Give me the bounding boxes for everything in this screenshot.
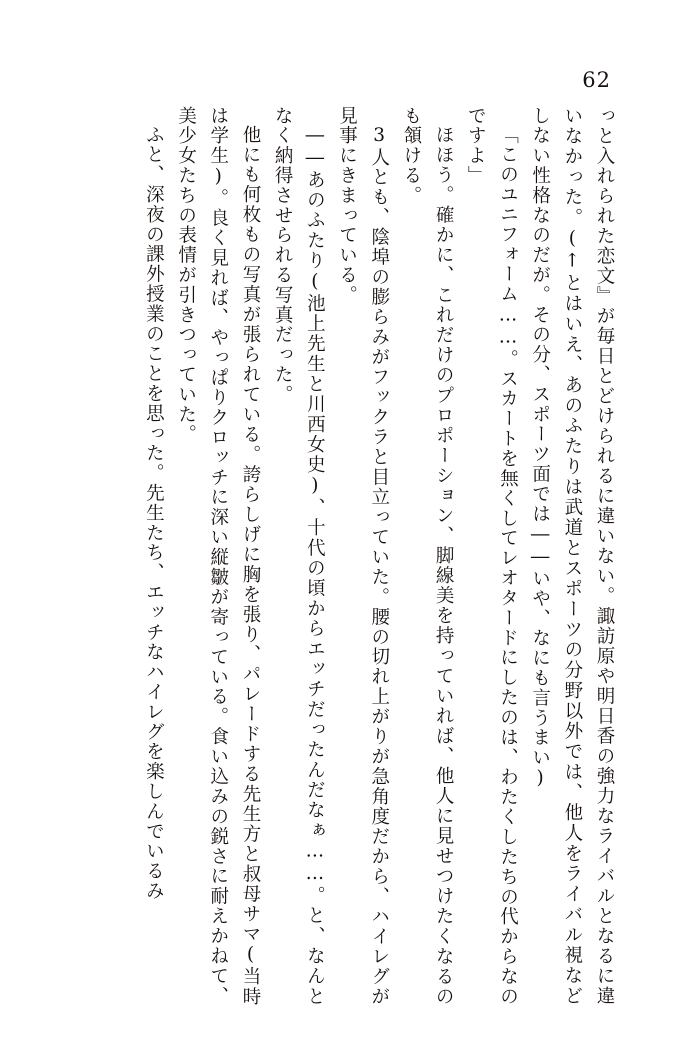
paragraph: 3人とも、陰埠の膨らみがフックラと目立っていた。腰の切れ上がりが急角度だから、ハイレグが見事にきまっている。 <box>336 106 390 1006</box>
paragraph: 「このユニフォーム……。スカートを無くしてレオタードにしたのは、わたくしたちの代からなのですよ」 <box>465 106 519 1006</box>
paragraph: ふと、深夜の課外授業のことを思った。先生たち、エッチなハイレグを楽しんでいるみ <box>143 124 165 901</box>
page-body-text <box>60 106 620 1006</box>
paragraph: っと入れられた恋文』が毎日とどけられるに違いない。諏訪原や明日香の強力なライバルとなるに違いなかった。(↑とはいえ、あのふたりは武道とスポーツの分野以外では、他人をライバル視などしない性格なのだが。その分、スポーツ面では――いや、なにも言うまい) <box>529 106 615 1006</box>
paragraph: ――あのふたり(池上先生と川西女史)、十代の頃からエッチだったんだなぁ……。と、なんとなく納得させられる写真だった。 <box>272 106 326 1006</box>
page-number: 62 <box>582 68 611 92</box>
paragraph: ほほう。確かに、これだけのプロポーション、脚線美を持っていれば、他人に見せつけたくなるのも頷ける。 <box>400 106 455 1006</box>
paragraph: 他にも何枚もの写真が張られている。誇らしげに胸を張り、パレードする先生方と叔母サマ(当時は学生)。良く見れば、やっぱりクロッチに深い縦皺が寄っている。食い込みの鋭さに耐えかねて、美少女たちの表情が引きつっていた。 <box>175 106 261 1006</box>
